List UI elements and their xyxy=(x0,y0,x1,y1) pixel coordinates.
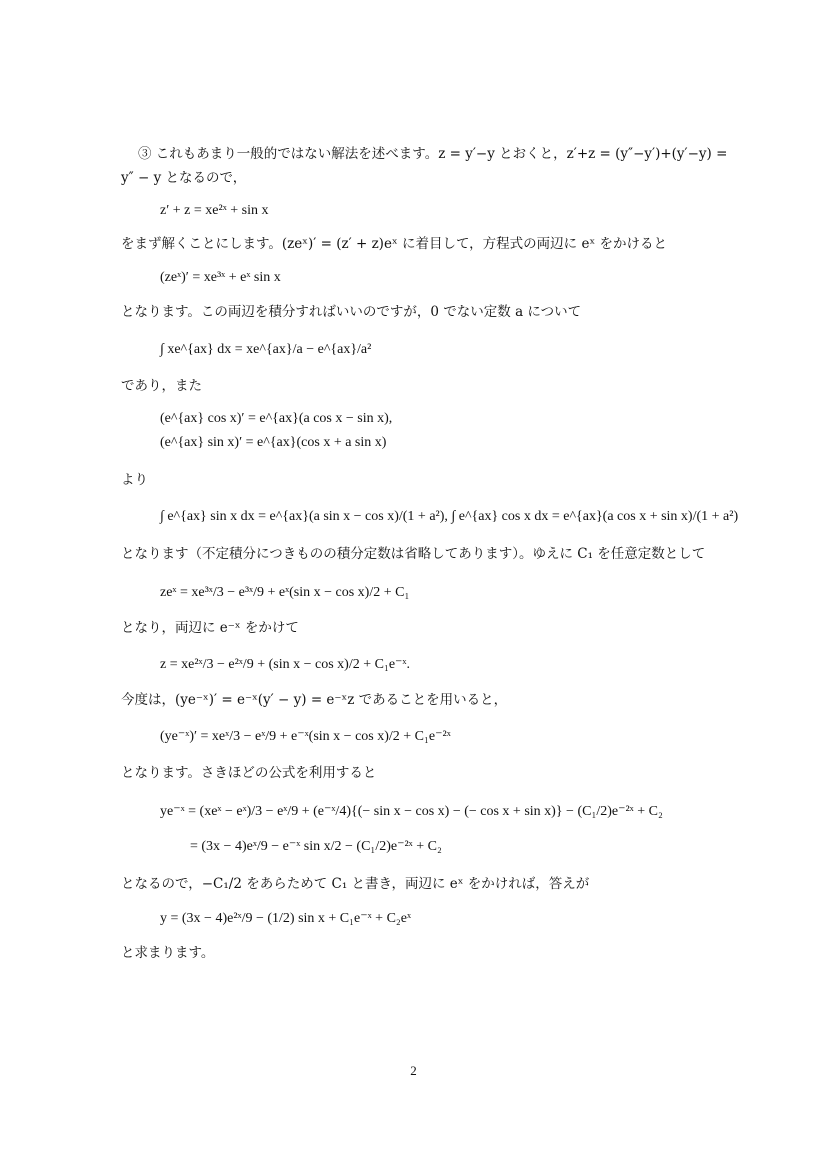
equation-2: (zeˣ)′ = xe³ˣ + eˣ sin x xyxy=(160,270,281,285)
paragraph-2: をまず解くことにします。(zeˣ)′ = (z′ + z)eˣ に着目して，方程式の両辺に eˣ をかけると xyxy=(121,236,667,252)
equation-integral-xeax: ∫ xe^{ax} dx = xe^{ax}/a − e^{ax}/a² xyxy=(160,342,372,357)
paragraph-intro-cont: y″ − y となるので， xyxy=(121,170,247,186)
paragraph-5: より xyxy=(121,472,148,488)
equation-zex: zeˣ = xe³ˣ/3 − e³ˣ/9 + eˣ(sin x − cos x)/2 + C₁ xyxy=(160,585,410,600)
equation-derivative-cos: (e^{ax} cos x)′ = e^{ax}(a cos x − sin x), xyxy=(160,411,393,426)
page-number: 2 xyxy=(410,1063,417,1078)
paragraph-8: 今度は，(ye⁻ˣ)′ = e⁻ˣ(y′ − y) = e⁻ˣz であることを用いると， xyxy=(121,692,508,708)
equation-ye-1: ye⁻ˣ = (xeˣ − eˣ)/3 − eˣ/9 + (e⁻ˣ/4){(− sin x − cos x) − (− cos x + sin x)} − (C₁/2)e⁻²ˣ + C₂ xyxy=(160,804,663,819)
equation-integrals-sin-cos: ∫ e^{ax} sin x dx = e^{ax}(a sin x − cos x)/(1 + a²), ∫ e^{ax} cos x dx = e^{ax}(a cos x + sin x)/(1 + a²) xyxy=(160,509,739,524)
paragraph-conclusion: と求まります。 xyxy=(121,945,215,961)
equation-ye-derivative: (ye⁻ˣ)′ = xeˣ/3 − eˣ/9 + e⁻ˣ(sin x − cos x)/2 + C₁e⁻²ˣ xyxy=(160,729,451,744)
equation-1: z′ + z = xe²ˣ + sin x xyxy=(160,203,269,218)
equation-answer: y = (3x − 4)e²ˣ/9 − (1/2) sin x + C₁e⁻ˣ + C₂eˣ xyxy=(160,911,412,926)
paragraph-6: となります（不定積分につきものの積分定数は省略してあります）。ゆえに C₁ を任意定数として xyxy=(121,546,706,562)
paragraph-10: となるので，−C₁/2 をあらためて C₁ と書き，両辺に eˣ をかければ，答えが xyxy=(121,876,590,892)
equation-ye-2: = (3x − 4)eˣ/9 − e⁻ˣ sin x/2 − (C₁/2)e⁻²ˣ + C₂ xyxy=(190,839,442,854)
paragraph-7: となり，両辺に e⁻ˣ をかけて xyxy=(121,620,299,636)
paragraph-3: となります。この両辺を積分すればいいのですが，0 でない定数 a について xyxy=(121,304,582,320)
paragraph-intro: ③ これもあまり一般的ではない解法を述べます。z = y′−y とおくと，z′+z = (y″−y′)+(y′−y) = xyxy=(138,146,728,162)
paragraph-9: となります。さきほどの公式を利用すると xyxy=(121,765,377,781)
equation-derivative-sin: (e^{ax} sin x)′ = e^{ax}(cos x + a sin x) xyxy=(160,435,387,450)
paragraph-4: であり，また xyxy=(121,378,202,394)
equation-z: z = xe²ˣ/3 − e²ˣ/9 + (sin x − cos x)/2 + C₁e⁻ˣ. xyxy=(160,657,410,672)
